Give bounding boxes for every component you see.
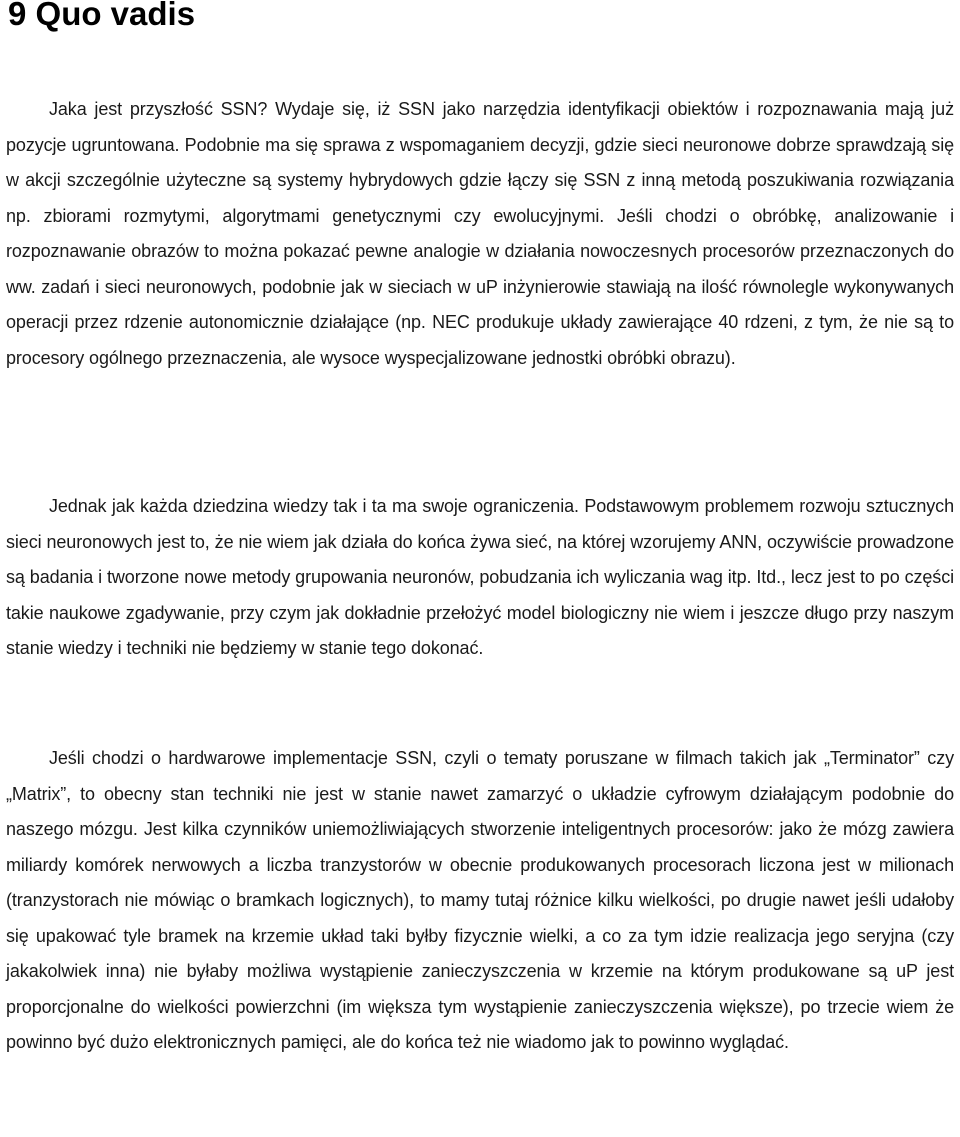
section-title: 9 Quo vadis	[8, 0, 196, 32]
paragraph-limitations: Jednak jak każda dziedzina wiedzy tak i ta ma swoje ograniczenia. Podstawowym problemem rozwoju sztucznych sieci neuronowych jest to, że nie wiem jak działa do końca żywa sieć, na której wzorujemy ANN, oczywiście prowadzone są badania i tworzone nowe metody grupowania neuronów, pobudzania ich wyliczania wag itp. Itd., lecz jest to po części takie naukowe zgadywanie, przy czym jak dokładnie przełożyć model biologiczny nie wiem i jeszcze długo przy naszym stanie wiedzy i techniki nie będziemy w stanie tego dokonać.	[6, 496, 954, 658]
paragraph-future-of-ann: Jaka jest przyszłość SSN? Wydaje się, iż SSN jako narzędzia identyfikacji obiektów i rozpoznawania mają już pozycje ugruntowana. Podobnie ma się sprawa z wspomaganiem decyzji, gdzie sieci neuronowe dobrze sprawdzają się w akcji szczególnie użyteczne są systemy hybrydowych gdzie łączy się SSN z inną metodą poszukiwania rozwiązania np. zbiorami rozmytymi, algorytmami genetycznymi czy ewolucyjnymi. Jeśli chodzi o obróbkę, analizowanie i rozpoznawanie obrazów to można pokazać pewne analogie w działania nowoczesnych procesorów przeznaczonych do ww. zadań i sieci neuronowych, podobnie jak w sieciach w uP inżynierowie stawiają na ilość równolegle wykonywanych operacji przez rdzenie autonomicznie działające (np. NEC produkuje układy zawierające 40 rdzeni, z tym, że nie są to procesory ogólnego przeznaczenia, ale wysoce wyspecjalizowane jednostki obróbki obrazu).	[6, 99, 954, 368]
paragraph-hardware-implementations: Jeśli chodzi o hardwarowe implementacje SSN, czyli o tematy poruszane w filmach takich jak „Terminator” czy „Matrix”, to obecny stan techniki nie jest w stanie nawet zamarzyć o układzie cyfrowym działającym podobnie do naszego mózgu. Jest kilka czynników uniemożliwiających stworzenie inteligentnych procesorów: jako że mózg zawiera miliardy komórek nerwowych a liczba tranzystorów w obecnie produkowanych procesorach liczona jest w milionach (tranzystorach nie mówiąc o bramkach logicznych), to mamy tutaj różnice kilku wielkości, po drugie nawet jeśli udałoby się upakować tyle bramek na krzemie układ taki byłby fizycznie wielki, a co za tym idzie realizacja jego seryjna (czy jakakolwiek inna) nie byłaby możliwa wystąpienie zanieczyszczenia w krzemie na którym produkowane są uP jest proporcjonalne do wielkości powierzchni (im większa tym wystąpienie zanieczyszczenia większe), po trzecie wiem że powinno być dużo elektronicznych pamięci, ale do końca też nie wiadomo jak to powinno wyglądać.	[6, 748, 954, 1052]
